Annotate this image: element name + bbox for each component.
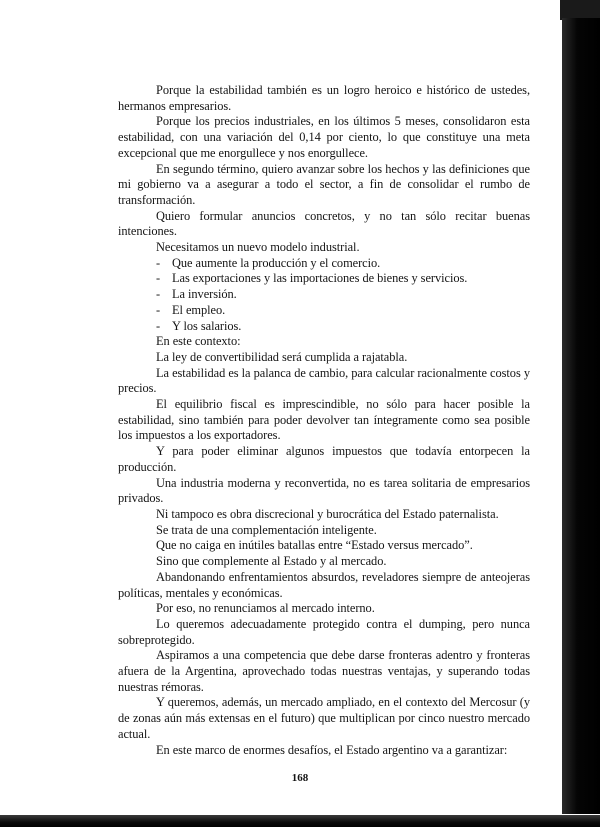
paragraph: Aspiramos a una competencia que debe darse fronteras adentro y fronteras afuera de la Argentina, aprovechado todas nuestras ventajas, y superando todas nuestras rémoras. bbox=[118, 648, 530, 694]
list-item bbox=[118, 256, 530, 272]
paragraph: Porque la estabilidad también es un logro heroico e histórico de ustedes, hermanos empresarios. bbox=[118, 83, 530, 113]
paragraph: Por eso, no renunciamos al mercado interno. bbox=[156, 601, 375, 616]
paragraph: Se trata de una complementación inteligente. bbox=[156, 522, 377, 537]
list-item bbox=[118, 319, 530, 335]
paragraph: Quiero formular anuncios concretos, y no tan sólo recitar buenas intenciones. bbox=[118, 208, 530, 239]
dash-bullet: - bbox=[156, 302, 161, 317]
paragraph: Sino que complemente al Estado y al mercado. bbox=[156, 554, 387, 569]
dash-bullet: - bbox=[156, 287, 161, 302]
paragraph: En segundo término, quiero avanzar sobre los hechos y las definiciones que mi gobierno va a asegurar a todo el sector, a fin de consolidar el rumbo de transformación. bbox=[118, 161, 530, 207]
scan-edge-bottom bbox=[0, 815, 600, 827]
paragraph: En este contexto: bbox=[156, 334, 241, 349]
paragraph: La ley de convertibilidad será cumplida a rajatabla. bbox=[156, 349, 408, 364]
list-item-text: El empleo. bbox=[172, 302, 226, 317]
dash-bullet: - bbox=[156, 271, 161, 286]
paragraph: Porque los precios industriales, en los últimos 5 meses, consolidaron esta estabilidad, con una variación del 0,14 por ciento, lo que constituye una meta excepcional que me enorgullece y nos enorgullece. bbox=[118, 114, 530, 160]
paragraph: Que no caiga en inútiles batallas entre “Estado versus mercado”. bbox=[156, 538, 473, 553]
scan-edge-top bbox=[560, 0, 600, 20]
paragraph: Y para poder eliminar algunos impuestos que todavía entorpecen la producción. bbox=[118, 444, 530, 474]
paragraph: Abandonando enfrentamientos absurdos, reveladores siempre de anteojeras políticas, mentales y económicas. bbox=[118, 569, 530, 600]
paragraph: Y queremos, además, un mercado ampliado, en el contexto del Mercosur (y de zonas aún más extensas en el futuro) que multiplican por cinco nuestro mercado actual. bbox=[118, 695, 530, 741]
paragraph: Necesitamos un nuevo modelo industrial. bbox=[156, 240, 360, 255]
paragraph: El equilibrio fiscal es imprescindible, no sólo para hacer posible la estabilidad, sino también para poder devolver tan íntegramente como sea posible los impuestos a los exportadores. bbox=[118, 397, 530, 443]
paragraph: Lo queremos adecuadamente protegido contra el dumping, pero nunca sobreprotegido. bbox=[118, 616, 530, 647]
paragraph: Ni tampoco es obra discrecional y burocrática del Estado paternalista. bbox=[156, 506, 499, 521]
list-item-text: Y los salarios. bbox=[172, 318, 242, 333]
paragraph: La estabilidad es la palanca de cambio, para calcular racionalmente costos y precios. bbox=[118, 365, 530, 396]
page-number: 168 bbox=[291, 772, 309, 784]
paragraph: En este marco de enormes desafíos, el Estado argentino va a garantizar: bbox=[156, 742, 508, 757]
body-text bbox=[118, 83, 530, 758]
list-item bbox=[118, 287, 530, 303]
scan-edge-right bbox=[562, 18, 600, 814]
paragraph: Una industria moderna y reconvertida, no es tarea solitaria de empresarios privados. bbox=[118, 475, 530, 506]
list-item bbox=[118, 271, 530, 287]
list-item bbox=[118, 303, 530, 319]
list-item-text: Que aumente la producción y el comercio. bbox=[172, 255, 381, 270]
dash-bullet: - bbox=[156, 255, 161, 270]
list-item-text: La inversión. bbox=[172, 287, 237, 302]
list-item-text: Las exportaciones y las importaciones de bienes y servicios. bbox=[172, 271, 468, 286]
dash-bullet: - bbox=[156, 318, 161, 333]
